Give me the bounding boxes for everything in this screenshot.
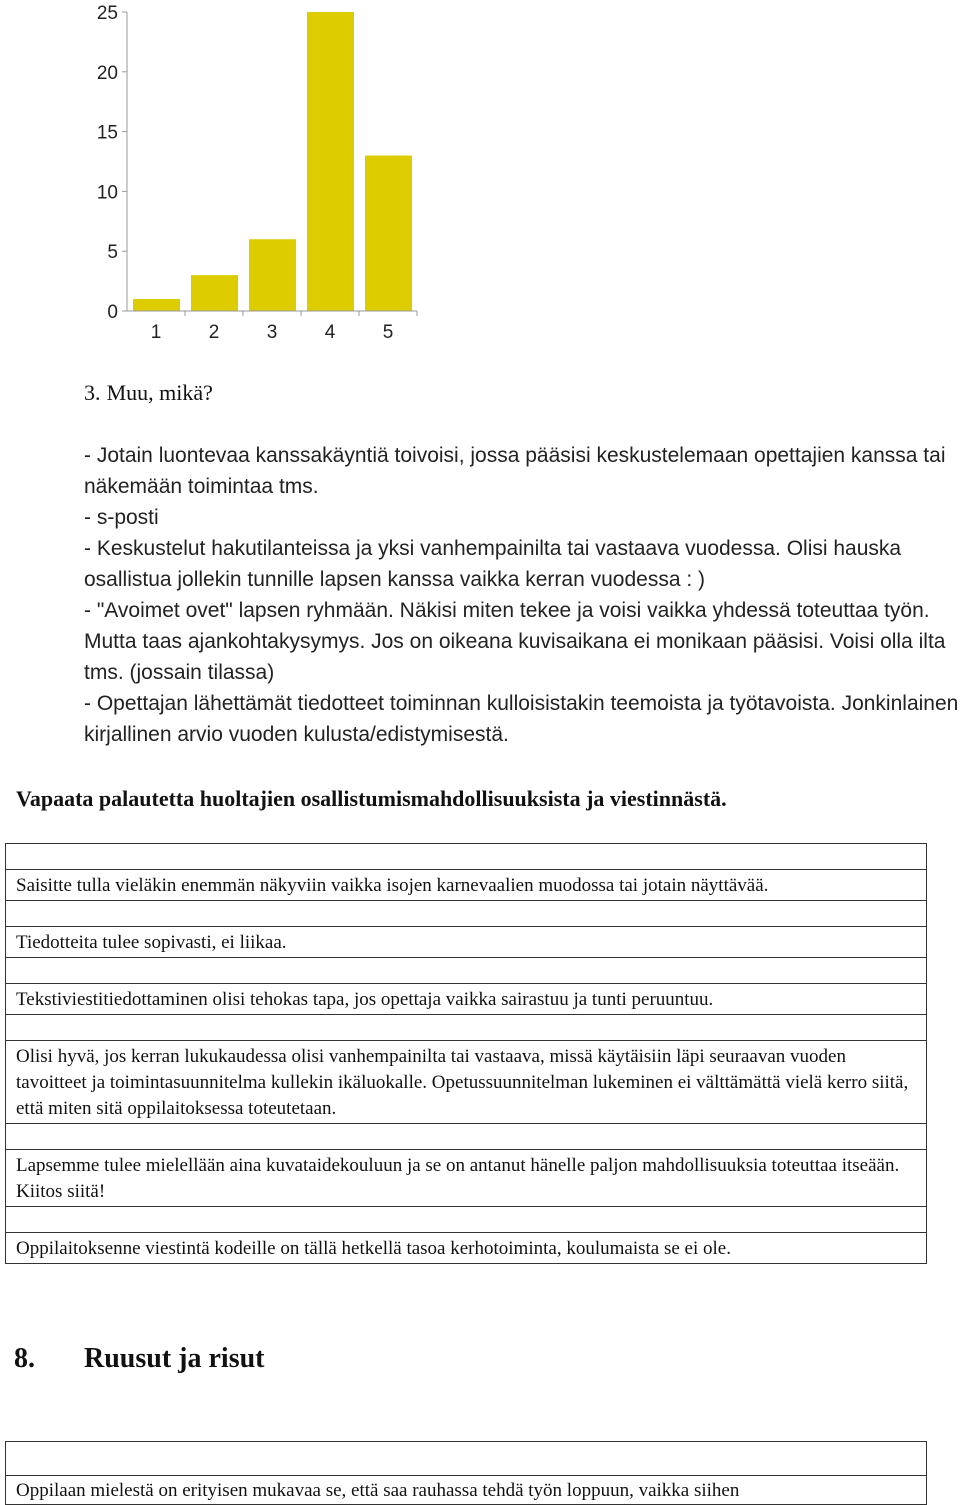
spacer-row xyxy=(6,1015,927,1041)
roses-table xyxy=(5,1441,927,1505)
spacer-row xyxy=(6,844,927,870)
feedback-cell: Saisitte tulla vieläkin enemmän näkyviin vaikka isojen karnevaalien muodossa tai jotain näyttävää. xyxy=(6,870,927,901)
answer-item: - s-posti xyxy=(84,506,159,529)
feedback-cell: Olisi hyvä, jos kerran lukukaudessa olisi vanhempainilta tai vastaava, missä käytäisiin läpi seuraavan vuoden tavoitteet ja toimintasuunnitelma kullekin ikäluokalle. Opetussuunnitelman lukeminen ei välttämättä vielä kerro siitä, että miten sitä oppilaitoksessa toteutetaan. xyxy=(6,1041,927,1124)
spacer-cell xyxy=(6,1124,927,1150)
x-tick-label: 1 xyxy=(150,322,162,343)
feedback-cell: Oppilaitoksenne viestintä kodeille on tällä hetkellä tasoa kerhotoiminta, koulumaista se ei ole. xyxy=(6,1233,927,1264)
x-tick-label: 3 xyxy=(266,322,278,343)
y-tick-label: 0 xyxy=(107,302,118,323)
spacer-cell xyxy=(6,844,927,870)
feedback-cell: Tiedotteita tulee sopivasti, ei liikaa. xyxy=(6,927,927,958)
answer-item: - Keskustelut hakutilanteissa ja yksi vanhempainilta tai vastaava vuodessa. Olisi hauska osallistua jollekin tunnille lapsen kanssa vaikka kerran vuodessa : ) xyxy=(84,537,902,591)
spacer-cell xyxy=(6,958,927,984)
spacer-cell xyxy=(6,901,927,927)
section-8-number: 8. xyxy=(14,1343,35,1374)
table-row xyxy=(6,1150,927,1207)
bar-3 xyxy=(249,239,296,311)
y-tick-label: 20 xyxy=(96,62,118,84)
answers-list xyxy=(84,440,960,750)
section-8-label: Ruusut ja risut xyxy=(84,1343,265,1374)
section-3-number: 3. xyxy=(84,380,101,405)
y-tick-label: 25 xyxy=(96,3,118,24)
feedback-cell: Lapsemme tulee mielellään aina kuvataidekouluun ja se on antanut hänelle paljon mahdollisuuksia toteuttaa itseään. Kiitos siitä! xyxy=(6,1150,927,1207)
table-row xyxy=(6,984,927,1015)
table-row xyxy=(6,927,927,958)
bars xyxy=(133,12,412,311)
bar-4 xyxy=(307,12,354,311)
y-tick-label: 5 xyxy=(107,242,118,264)
spacer-cell xyxy=(6,1442,927,1476)
answer-item: - Opettajan lähettämät tiedotteet toiminnan kulloisistakin teemoista ja työtavoista. Jonkinlainen kirjallinen arvio vuoden kulusta/edistymisestä. xyxy=(84,692,959,746)
section-3-label: Muu, mikä? xyxy=(106,380,213,405)
y-axis xyxy=(97,3,127,323)
table-row xyxy=(6,1233,927,1264)
table-row xyxy=(6,1476,927,1505)
bar-chart xyxy=(0,0,440,350)
spacer-cell xyxy=(6,1015,927,1041)
spacer-row xyxy=(6,958,927,984)
spacer-row xyxy=(6,1442,927,1476)
answer-item: - "Avoimet ovet" lapsen ryhmään. Näkisi miten tekee ja voisi vaikka yhdessä toteuttaa työn. Mutta taas ajankohtakysymys. Jos on oikeana kuvisaikana ei monikaan pääsisi. Voisi olla ilta tms. (jossain tilassa) xyxy=(84,599,946,684)
bar-2 xyxy=(191,275,238,311)
y-tick-label: 15 xyxy=(96,122,118,144)
table-row xyxy=(6,870,927,901)
spacer-row xyxy=(6,1124,927,1150)
table-row xyxy=(6,1041,927,1124)
section-8-title xyxy=(14,1343,264,1375)
spacer-cell xyxy=(6,1207,927,1233)
x-tick-label: 5 xyxy=(382,322,394,343)
spacer-row xyxy=(6,901,927,927)
feedback-heading: Vapaata palautetta huoltajien osallistumismahdollisuuksista ja viestinnästä. xyxy=(16,786,727,811)
x-tick-label: 2 xyxy=(208,322,220,343)
feedback-table xyxy=(5,843,927,1264)
answer-item: - Jotain luontevaa kanssakäyntiä toivoisi, jossa pääsisi keskustelemaan opettajien kanssa tai näkemään toimintaa tms. xyxy=(84,444,946,498)
x-tick-label: 4 xyxy=(324,322,336,343)
section-3-title xyxy=(84,380,213,406)
y-tick-label: 10 xyxy=(96,182,118,204)
feedback-cell: Tekstiviestitiedottaminen olisi tehokas tapa, jos opettaja vaikka sairastuu ja tunti peruuntuu. xyxy=(6,984,927,1015)
bar-1 xyxy=(133,299,180,311)
x-axis xyxy=(127,311,417,343)
bar-5 xyxy=(365,156,412,311)
spacer-row xyxy=(6,1207,927,1233)
roses-cell: Oppilaan mielestä on erityisen mukavaa se, että saa rauhassa tehdä työn loppuun, vaikka siihen xyxy=(6,1476,927,1505)
